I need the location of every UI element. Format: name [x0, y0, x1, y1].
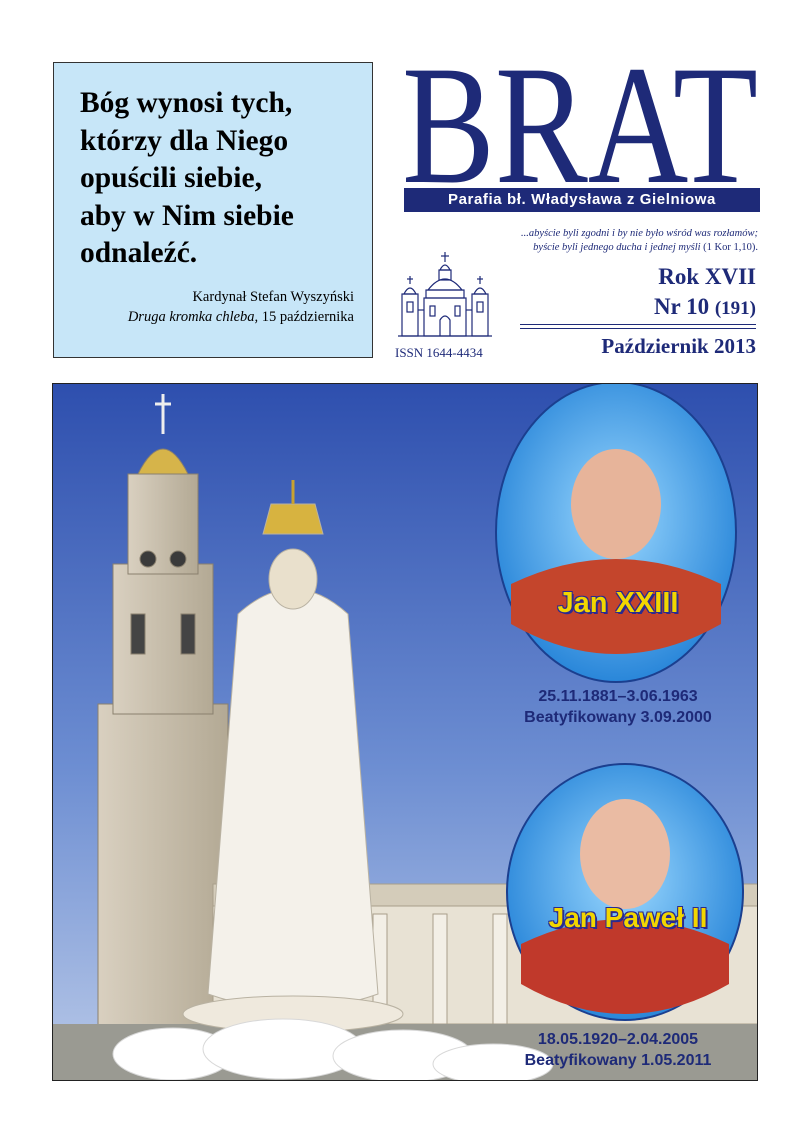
cover-photo: [52, 383, 758, 1081]
magazine-title-logo: [402, 28, 762, 188]
pope-face: [580, 799, 670, 909]
quote-source-date: 15 października: [261, 308, 354, 325]
quote-line: aby w Nim siebie: [80, 199, 294, 232]
pope-lifespan: 25.11.1881–3.06.1963: [538, 688, 698, 705]
pope-lifespan: 18.05.1920–2.04.2005: [537, 1031, 699, 1048]
pope-name: Jan XXIII: [557, 587, 679, 619]
pope-dates: [448, 1029, 758, 1071]
quote-line: Bóg wynosi tych,: [80, 87, 293, 119]
motto-line1: ...abyście byli zgodni i by nie było wśród was rozłamów;: [520, 228, 758, 239]
issue-label: [654, 294, 756, 320]
pope-name: Jan Paweł II: [548, 902, 708, 933]
pope-beatified: Beatyfikowany 3.09.2000: [524, 709, 712, 726]
motto-ref: (1 Kor 1,10).: [703, 242, 758, 253]
issue-number: Nr 10: [653, 294, 710, 319]
issue-date: Październik 2013: [601, 334, 756, 358]
pope-beatified: Beatyfikowany 1.05.2011: [524, 1052, 712, 1069]
parish-bar: Parafia bł. Władysława z Gielniowa: [404, 188, 760, 212]
pope-face: [571, 449, 661, 559]
quote-box: [53, 62, 373, 358]
quote-line: którzy dla Niego: [80, 124, 289, 157]
quote-source: [80, 307, 354, 327]
divider: [520, 324, 756, 325]
pope-dates: [448, 686, 758, 728]
church-icon: [396, 250, 494, 340]
issn: ISSN 1644-4434: [395, 345, 483, 360]
quote-text: [80, 85, 354, 273]
quote-line: odnaleźć.: [80, 237, 198, 269]
motto-line2: byście byli jednego ducha i jednej myśli: [533, 242, 701, 253]
quote-line: opuścili siebie,: [80, 162, 262, 194]
divider: [520, 328, 756, 329]
quote-author: Kardynał Stefan Wyszyński: [192, 288, 354, 305]
year-label: Rok XVII: [658, 264, 756, 289]
quote-source-title: Druga kromka chleba,: [127, 308, 259, 325]
issue-total: (191): [714, 298, 756, 319]
magazine-title: BRAT: [402, 31, 758, 188]
